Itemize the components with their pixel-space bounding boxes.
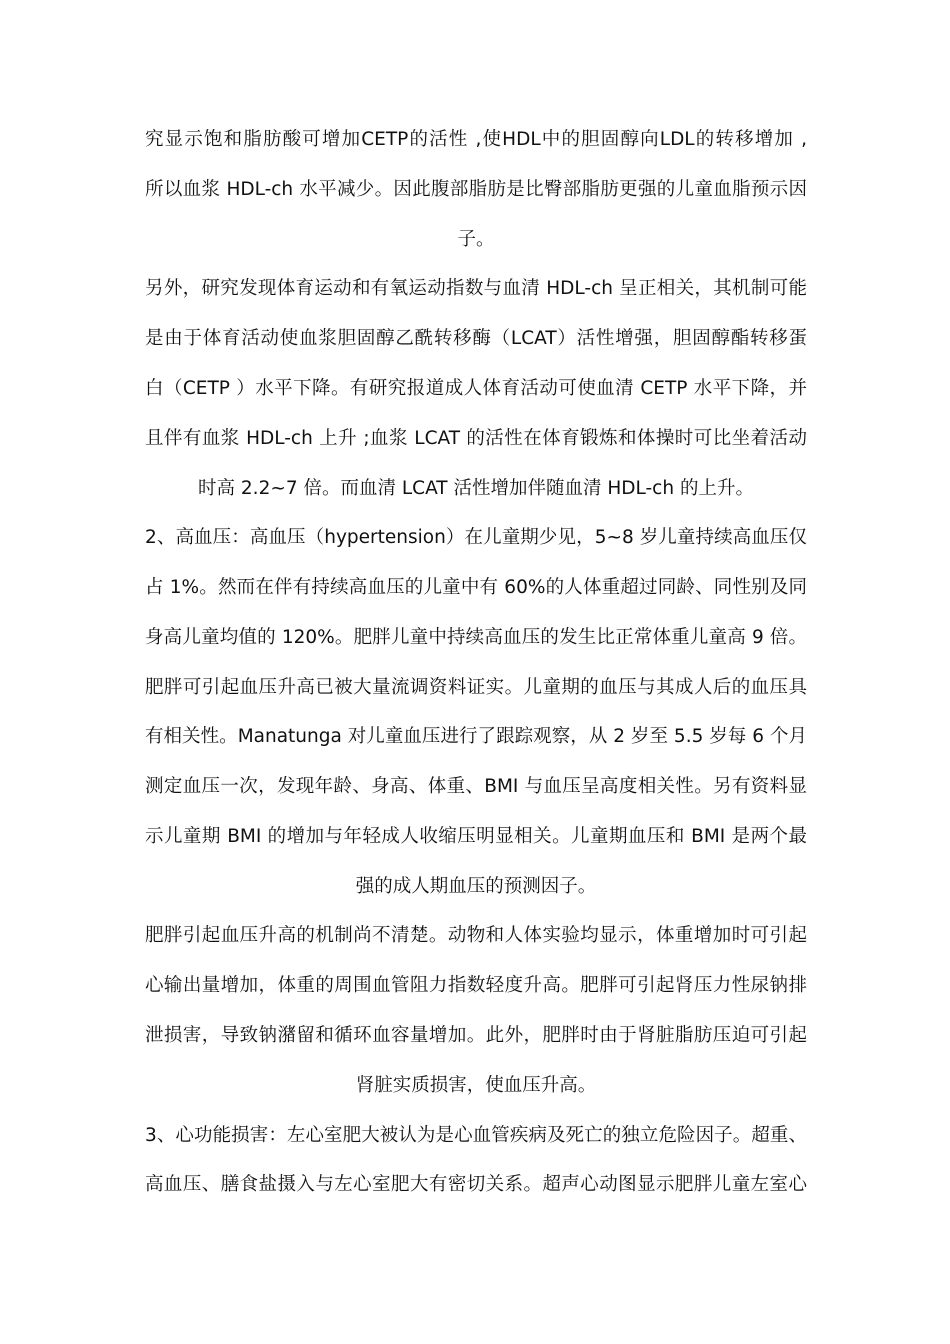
text-line: 有相关性。Manatunga 对儿童血压进行了跟踪观察，从 2 岁至 5.5 岁每 6 个月 [145, 726, 807, 747]
text-line: 3、心功能损害：左心室肥大被认为是心血管疾病及死亡的独立危险因子。超重、 [145, 1125, 807, 1146]
text-line: 肾脏实质损害，使血压升高。 [355, 1075, 597, 1096]
text-line: 所以血浆 HDL-ch 水平减少。因此腹部脂肪是比臀部脂肪更强的儿童血脂预示因 [145, 179, 807, 200]
text-line: 且伴有血浆 HDL-ch 上升 ;血浆 LCAT 的活性在体育锻炼和体操时可比坐着活动 [145, 428, 807, 449]
text-line: 示儿童期 BMI 的增加与年轻成人收缩压明显相关。儿童期血压和 BMI 是两个最 [145, 826, 807, 847]
text-line: 白（CETP ）水平下降。有研究报道成人体育活动可使血清 CETP 水平下降，并 [145, 378, 807, 399]
text-line: 高血压、膳食盐摄入与左心室肥大有密切关系。超声心动图显示肥胖儿童左室心 [145, 1174, 807, 1195]
text-line: 泄损害，导致钠潴留和循环血容量增加。此外，肥胖时由于肾脏脂肪压迫可引起 [145, 1025, 807, 1046]
text-line: 究显示饱和脂肪酸可增加CETP的活性 ,使HDL中的胆固醇向LDL的转移增加 , [145, 129, 807, 150]
text-line: 身高儿童均值的 120%。肥胖儿童中持续高血压的发生比正常体重儿童高 9 倍。 [145, 627, 807, 648]
text-line: 测定血压一次，发现年龄、身高、体重、BMI 与血压呈高度相关性。另有资料显 [145, 776, 807, 797]
text-line: 心输出量增加，体重的周围血管阻力指数轻度升高。肥胖可引起肾压力性尿钠排 [145, 975, 807, 996]
text-line: 2、高血压：高血压（hypertension）在儿童期少见，5~8 岁儿童持续高血压仅 [145, 527, 807, 548]
text-line: 肥胖引起血压升高的机制尚不清楚。动物和人体实验均显示，体重增加时可引起 [145, 925, 807, 946]
text-line: 时高 2.2~7 倍。而血清 LCAT 活性增加伴随血清 HDL-ch 的上升。 [198, 478, 754, 499]
text-line: 占 1%。然而在伴有持续高血压的儿童中有 60%的人体重超过同龄、同性别及同 [145, 577, 807, 598]
text-line: 是由于体育活动使血浆胆固醇乙酰转移酶（LCAT）活性增强，胆固醇酯转移蛋 [145, 328, 807, 349]
text-line: 肥胖可引起血压升高已被大量流调资料证实。儿童期的血压与其成人后的血压具 [145, 677, 807, 698]
text-line: 强的成人期血压的预测因子。 [355, 876, 597, 897]
text-line: 另外，研究发现体育运动和有氧运动指数与血清 HDL-ch 呈正相关，其机制可能 [145, 278, 807, 299]
text-line: 子。 [457, 229, 495, 250]
